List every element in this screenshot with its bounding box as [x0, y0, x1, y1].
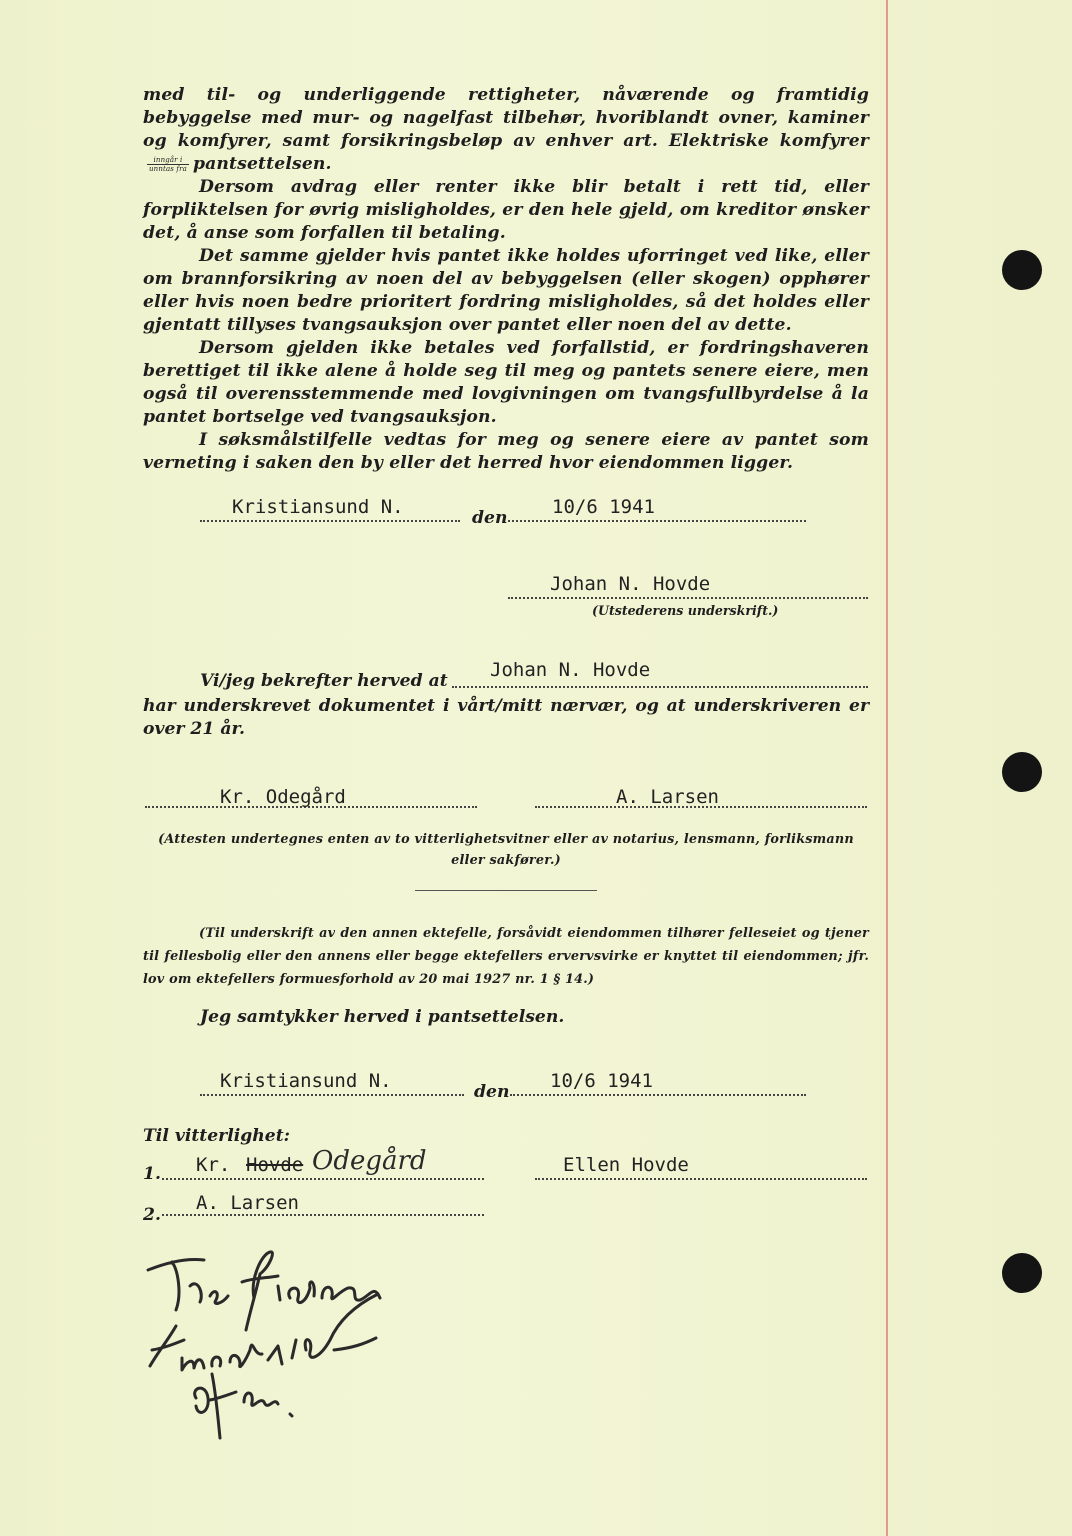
date-dotted-line [508, 520, 806, 522]
date-value: 10/6 1941 [552, 496, 655, 518]
witness-number-2: 2. [143, 1205, 161, 1225]
date2-dotted-line [510, 1094, 806, 1096]
terms-paragraph-4: Dersom gjelden ikke betales ved forfallstid, er fordringshaveren berettiget til ikke alene å holde seg til meg og pantets senere eiere, men også til overensstemmende med lovgivningen om tvangsfullbyrdelse å la pantet bortselge ved tvangsauksjon. [143, 338, 869, 427]
witness-heading: Til vitterlighet: [143, 1126, 291, 1146]
den-label: den [472, 508, 508, 528]
terms-paragraph-1: med til- og underliggende rettigheter, nåværende og framtidig bebyggelse med mur- og nagelfast tilbehør, hvoriblandt ovner, kaminer og komfyrer, samt forsikringsbeløp av enhver art. Elektriske komfyrer $\frac{\text{inngår i}}{\text{unntas fra}}$ pantsettelsen. [143, 85, 869, 174]
confirm-text: har underskrevet dokumentet i vårt/mitt nærvær, og at underskriveren er over 21 år. [143, 696, 869, 739]
included-excluded-fraction: $\frac{\text{inngår i}}{\text{unntas fra}}$ [149, 156, 187, 173]
consent-text: Jeg samtykker herved i pantsettelsen. [200, 1007, 565, 1027]
witness2-signature: A. Larsen [616, 786, 719, 808]
den2-label: den [474, 1082, 510, 1102]
issuer-signature: Johan N. Hovde [550, 573, 711, 595]
spouse-signature-line [535, 1178, 867, 1180]
section-divider [415, 890, 597, 891]
punch-hole-middle [1002, 752, 1042, 792]
punch-hole-bottom [1002, 1253, 1042, 1293]
spouse-note: (Til underskrift av den annen ektefelle, forsåvidt eiendommen tilhører felleseiet og tjener til fellesbolig eller den annens eller begge ektefellers ervervsvirke er knyttet til eiendommen; jfr. lov om ektefellers formuesforhold av 20 mai 1927 nr. 1 § 14.) [143, 926, 869, 987]
terms-paragraph-3: Det samme gjelder hvis pantet ikke holdes uforringet ved like, eller om brannforsikring av noen del av bebyggelsen (eller skogen) opphører eller hvis noen bedre prioritert fordring misligholdes, så det holdes eller gjentatt tillyses tvangsauksjon over pantet eller noen del av dette. [143, 246, 869, 335]
witness-1-handwritten-name: Odegård [312, 1146, 427, 1176]
terms-paragraph-5: I søksmålstilfelle vedtas for meg og senere eiere av pantet som verneting i saken den by eller det herred hvor eiendommen ligger. [143, 430, 869, 473]
place2-dotted-line [200, 1094, 464, 1096]
witness-line-1 [162, 1178, 484, 1180]
attest-note: (Attesten undertegnes enten av to vitterlighetsvitner eller av notarius, lensmann, forliksmann eller sakfører.) [158, 832, 854, 868]
svg-text:Tre fidem: Tre fidem [138, 1248, 143, 1249]
place2-value: Kristiansund N. [220, 1070, 392, 1092]
witness-1-struck-name: Hovde [246, 1154, 304, 1176]
spouse-signature: Ellen Hovde [563, 1154, 689, 1176]
witness-2-name: A. Larsen [196, 1192, 299, 1214]
confirm-dotted-line [452, 686, 868, 688]
confirm-name: Johan N. Hovde [490, 659, 651, 681]
mortgage-terms [143, 84, 869, 475]
issuer-dotted-line [508, 597, 868, 599]
confirm-label: Vi/jeg bekrefter herved at [200, 671, 448, 691]
place-value: Kristiansund N. [232, 496, 404, 518]
punch-hole-top [1002, 250, 1042, 290]
witness-number-1: 1. [143, 1164, 161, 1184]
margin-line [886, 0, 888, 1536]
handwritten-note [138, 1248, 428, 1448]
witness1-signature: Kr. Odegård [220, 786, 346, 808]
issuer-caption: (Utstederens underskrift.) [592, 603, 779, 618]
terms-paragraph-2: Dersom avdrag eller renter ikke blir betalt i rett tid, eller forpliktelsen for øvrig misligholdes, er den hele gjeld, om kreditor ønsker det, å anse som forfallen til betaling. [143, 177, 869, 243]
witness-1-prefix: Kr. [196, 1154, 231, 1176]
witness-line-2 [162, 1214, 484, 1216]
place-dotted-line [200, 520, 460, 522]
date2-value: 10/6 1941 [550, 1070, 653, 1092]
